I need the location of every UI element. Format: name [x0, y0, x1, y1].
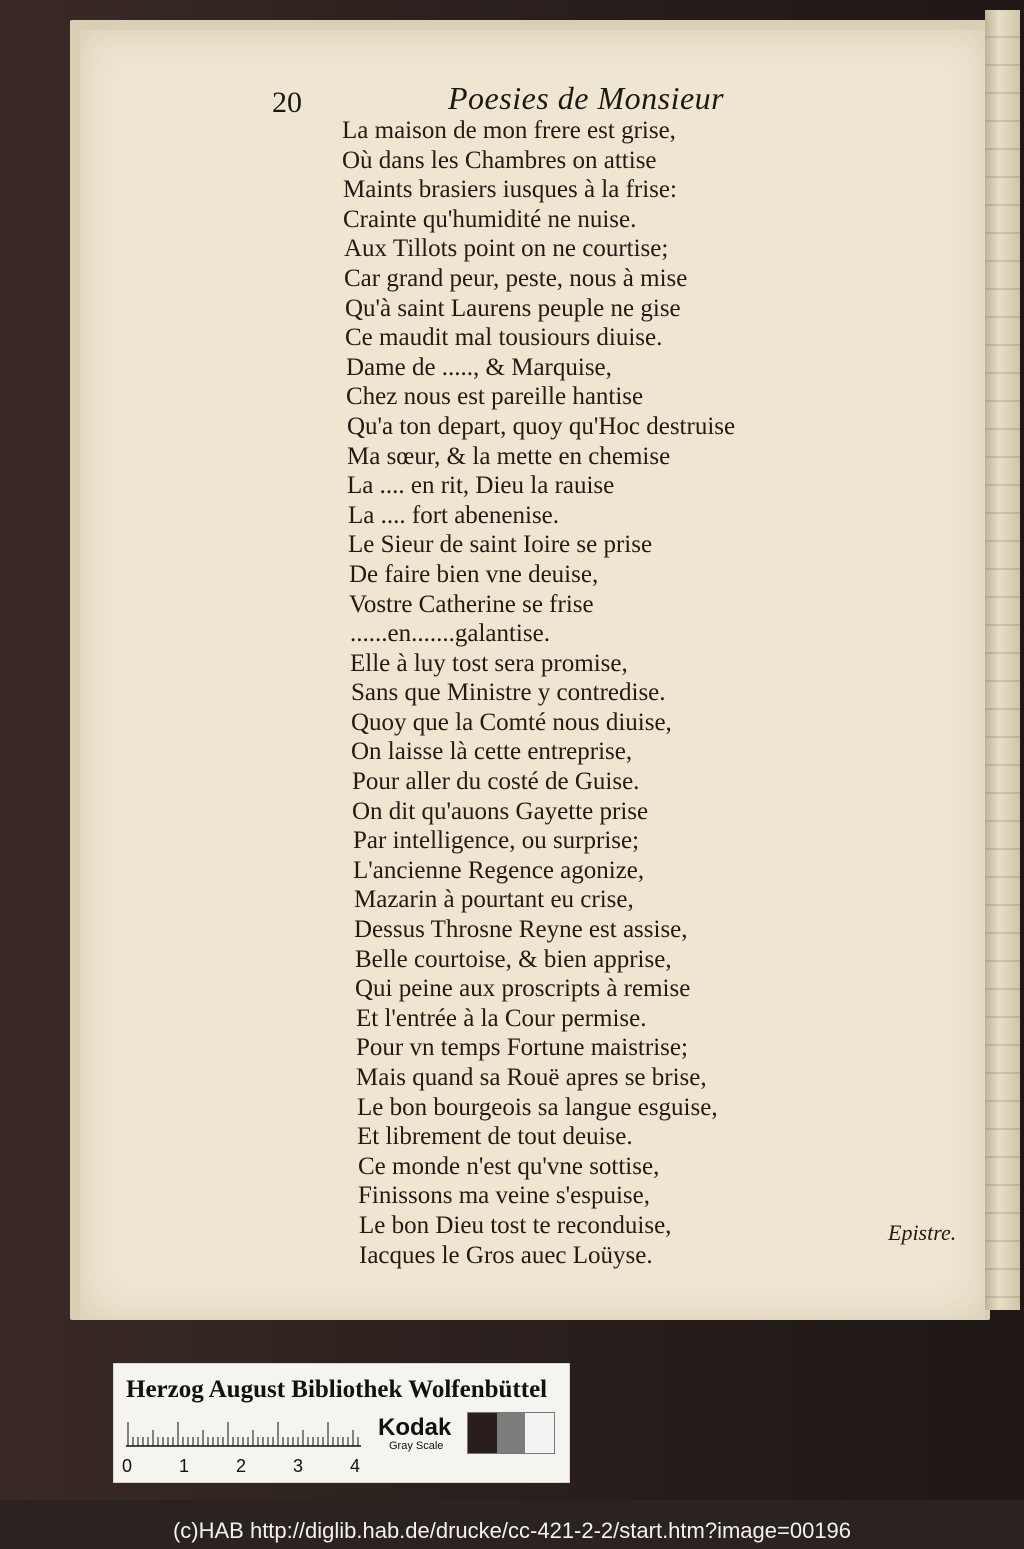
verse-line: Par intelligence, ou surprise;	[353, 827, 640, 855]
kodak-logo: Kodak	[378, 1414, 452, 1441]
verse-line: Ma sœur, & la mette en chemise	[347, 442, 671, 470]
verse-line: Quoy que la Comté nous diuise,	[351, 708, 672, 736]
verse-line: Elle à luy tost sera promise,	[350, 649, 628, 677]
verse-line: Qu'à saint Laurens peuple ne gise	[345, 294, 681, 322]
verse-line: Le Sieur de saint Ioire se prise	[348, 531, 653, 559]
verse-line: Ce maudit mal tousiours diuise.	[345, 324, 663, 352]
verse-line: On dit qu'auons Gayette prise	[352, 797, 649, 825]
verse-line: Le bon bourgeois sa langue esguise,	[357, 1093, 718, 1121]
verse-line: Crainte qu'humidité ne nuise.	[343, 205, 637, 233]
verse-line: Vostre Catherine se frise	[349, 590, 594, 618]
image-caption: (c)HAB http://diglib.hab.de/drucke/cc-421-2-2/start.htm?image=00196	[172, 1518, 852, 1543]
ruler-label: 4	[350, 1456, 361, 1476]
verse-line: De faire bien vne deuise,	[349, 560, 599, 588]
gray-swatch	[497, 1413, 526, 1453]
verse-line: Finissons ma veine s'espuise,	[358, 1182, 650, 1210]
verse-line: Et librement de tout deuise.	[357, 1123, 633, 1151]
verse-line: Aux Tillots point on ne courtise;	[344, 235, 669, 263]
verse-line: Maints brasiers iusques à la frise:	[343, 176, 677, 204]
verse-line: L'ancienne Regence agonize,	[353, 856, 645, 884]
poem-text	[342, 116, 802, 1270]
verse-line: Sans que Ministre y contredise.	[351, 679, 666, 707]
verse-line: Pour aller du costé de Guise.	[352, 768, 640, 796]
verse-line: Mazarin à pourtant eu crise,	[354, 886, 634, 914]
verse-line: La .... en rit, Dieu la rauise	[347, 472, 615, 500]
verse-line: Qui peine aux proscripts à remise	[355, 975, 691, 1003]
ruler-label: 1	[179, 1456, 190, 1476]
facing-page-edge	[985, 10, 1020, 1310]
gray-swatches	[467, 1412, 555, 1454]
verse-line: La maison de mon frere est grise,	[342, 117, 676, 144]
gray-swatch	[525, 1413, 554, 1453]
color-scale-card	[113, 1363, 570, 1483]
verse-line: La .... fort abenenise.	[348, 501, 560, 529]
verse-line: Le bon Dieu tost te reconduise,	[359, 1211, 672, 1239]
verse-line: Où dans les Chambres on attise	[342, 146, 657, 174]
verse-line: Dame de ....., & Marquise,	[346, 353, 612, 381]
verse-line: Iacques le Gros auec Loüyse.	[359, 1241, 653, 1269]
verse-line: ......en.......galantise.	[350, 620, 550, 648]
verse-line: Chez nous est pareille hantise	[346, 383, 644, 411]
ruler-label: 0	[122, 1456, 133, 1476]
gray-scale-label: Gray Scale	[389, 1440, 444, 1452]
ruler-label: 3	[293, 1456, 304, 1476]
verse-line: Et l'entrée à la Cour permise.	[356, 1004, 647, 1032]
ruler-icon	[126, 1416, 371, 1456]
verse-line: Pour vn temps Fortune maistrise;	[356, 1034, 688, 1062]
gray-swatch	[468, 1413, 497, 1453]
verse-line: Ce monde n'est qu'vne sottise,	[358, 1152, 660, 1180]
verse-line: Dessus Throsne Reyne est assise,	[354, 916, 688, 944]
ruler-label: 2	[236, 1456, 247, 1476]
ruler-labels	[122, 1456, 372, 1478]
verse-line: On laisse là cette entreprise,	[351, 738, 633, 766]
catchword: Epistre.	[888, 1220, 957, 1245]
running-head: Poesies de Monsieur	[448, 80, 725, 116]
verse-line: Car grand peur, peste, nous à mise	[344, 264, 688, 292]
verse-line: Mais quand sa Rouë apres se brise,	[356, 1064, 707, 1091]
page-number: 20	[272, 86, 302, 119]
verse-line: Qu'a ton depart, quoy qu'Hoc destruise	[347, 412, 736, 440]
library-name: Herzog August Bibliothek Wolfenbüttel	[126, 1376, 548, 1403]
verse-line: Belle courtoise, & bien apprise,	[355, 945, 672, 973]
